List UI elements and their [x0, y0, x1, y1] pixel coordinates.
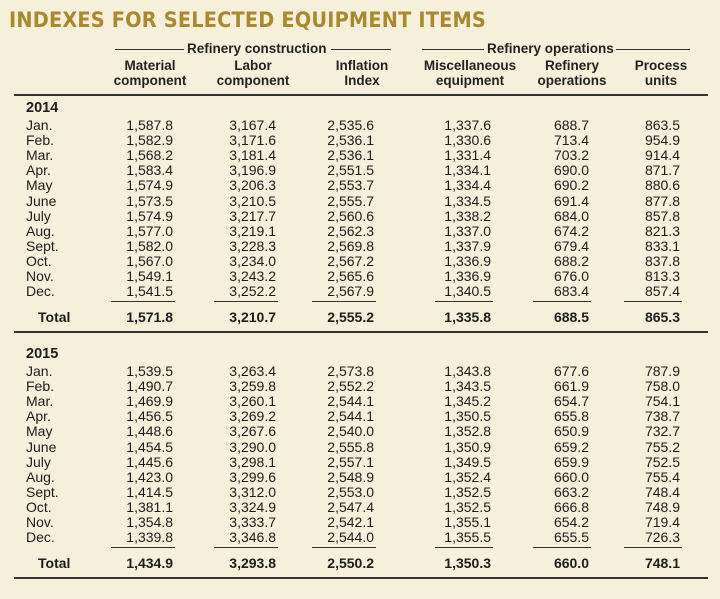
table-cell: 3,324.9: [229, 498, 276, 515]
month-label: Apr.: [26, 408, 51, 425]
total-row: [0, 555, 720, 571]
table-cell: 3,263.4: [229, 363, 276, 379]
table-cell: 690.2: [553, 177, 589, 194]
table-cell: 3,206.3: [229, 177, 276, 194]
table-cell: 871.7: [644, 162, 680, 179]
table-row: [0, 455, 720, 470]
table-cell: 719.4: [644, 514, 680, 530]
table-cell: 3,171.6: [229, 132, 276, 149]
table-cell: 1,345.2: [444, 393, 491, 410]
table-row: [0, 148, 720, 163]
total-label: Total: [38, 309, 71, 326]
table-cell: 3,267.6: [229, 423, 276, 440]
table-cell: 752.5: [644, 453, 680, 470]
group-label-construction: Refinery construction: [187, 41, 327, 56]
table-cell: 1,574.9: [126, 177, 173, 194]
table-row: [0, 254, 720, 269]
table-cell: 2,565.6: [327, 268, 374, 284]
month-label: Dec.: [26, 283, 55, 300]
table-cell: 690.0: [553, 162, 589, 179]
section-year: 2015: [26, 346, 59, 362]
table-cell: 1,541.5: [126, 283, 173, 300]
table-row: [0, 194, 720, 209]
table-cell: 661.9: [553, 378, 589, 395]
table-cell: 1,355.5: [444, 529, 491, 546]
table-cell: 755.2: [644, 438, 680, 455]
table-cell: 1,448.6: [126, 423, 173, 440]
table-cell: 2,553.7: [327, 177, 374, 194]
total-cell: 660.0: [553, 555, 589, 572]
table-cell: 1,350.5: [444, 408, 491, 425]
table-cell: 2,557.1: [327, 453, 374, 470]
month-label: Nov.: [26, 514, 54, 530]
table-cell: 1,568.2: [126, 147, 173, 164]
table-cell: 1,334.1: [444, 162, 491, 179]
total-rule: [435, 547, 493, 548]
table-row: [0, 284, 720, 299]
table-cell: 684.0: [553, 207, 589, 224]
section-rule: [14, 331, 708, 333]
table-cell: 683.4: [553, 283, 589, 300]
table-cell: 3,346.8: [229, 529, 276, 546]
table-cell: 954.9: [644, 132, 680, 149]
table-cell: 1,355.1: [444, 514, 491, 530]
table-cell: 3,210.5: [229, 192, 276, 209]
month-label: Feb.: [26, 132, 55, 149]
table-row: [0, 440, 720, 455]
total-cell: 1,350.3: [444, 555, 491, 572]
table-cell: 1,337.9: [444, 237, 491, 254]
month-label: Oct.: [26, 498, 52, 515]
table-cell: 1,583.4: [126, 162, 173, 179]
table-cell: 2,548.9: [327, 468, 374, 485]
column-header-labor: Labor component: [216, 58, 290, 88]
table-cell: 676.0: [553, 268, 589, 284]
table-row: [0, 394, 720, 409]
table-cell: 2,551.5: [327, 162, 374, 179]
total-rule: [533, 547, 591, 548]
table-cell: 1,352.5: [444, 498, 491, 515]
table-cell: 755.4: [644, 468, 680, 485]
total-cell: 748.1: [644, 555, 680, 572]
table-cell: 732.7: [644, 423, 680, 440]
table-cell: 1,445.6: [126, 453, 173, 470]
table-row: [0, 424, 720, 439]
table-cell: 748.9: [644, 498, 680, 515]
table-cell: 1,582.9: [126, 132, 173, 149]
table-cell: 748.4: [644, 483, 680, 500]
table-cell: 1,334.4: [444, 177, 491, 194]
table-cell: 1,549.1: [126, 268, 173, 284]
month-label: Aug.: [26, 468, 55, 485]
column-header-misc: Miscellaneous equipment: [423, 58, 517, 88]
table-cell: 1,337.6: [444, 117, 491, 133]
group-label-operations: Refinery operations: [487, 41, 614, 56]
table-cell: 3,181.4: [229, 147, 276, 164]
table-cell: 1,343.5: [444, 378, 491, 395]
month-label: June: [26, 192, 57, 209]
table-cell: 3,234.0: [229, 252, 276, 269]
column-header-refinery-ops: Refinery operations: [537, 58, 607, 88]
table-cell: 660.0: [553, 468, 589, 485]
table-row: [0, 379, 720, 394]
table-cell: 713.4: [553, 132, 589, 149]
total-cell: 1,571.8: [126, 309, 173, 326]
total-cell: 3,293.8: [229, 555, 276, 572]
table-cell: 2,555.7: [327, 192, 374, 209]
table-title: INDEXES FOR SELECTED EQUIPMENT ITEMS: [9, 8, 486, 32]
table-row: [0, 178, 720, 193]
table-cell: 1,354.8: [126, 514, 173, 530]
table-row: [0, 269, 720, 284]
table-cell: 674.2: [553, 222, 589, 239]
table-cell: 1,539.5: [126, 363, 173, 379]
total-cell: 1,434.9: [126, 555, 173, 572]
total-rule: [214, 547, 278, 548]
month-label: Dec.: [26, 529, 55, 546]
table-cell: 3,290.0: [229, 438, 276, 455]
table-cell: 2,540.0: [327, 423, 374, 440]
month-label: Apr.: [26, 162, 51, 179]
table-row: [0, 133, 720, 148]
table-cell: 1,577.0: [126, 222, 173, 239]
total-rule: [624, 301, 682, 302]
table-cell: 3,333.7: [229, 514, 276, 530]
month-label: Mar.: [26, 393, 54, 410]
month-label: May: [26, 177, 53, 194]
table-cell: 833.1: [644, 237, 680, 254]
table-row: [0, 118, 720, 133]
table-cell: 2,535.6: [327, 117, 374, 133]
total-rule: [214, 301, 278, 302]
table-cell: 659.9: [553, 453, 589, 470]
table-cell: 3,260.1: [229, 393, 276, 410]
table-row: [0, 485, 720, 500]
column-header-process: Process units: [634, 58, 688, 88]
table-cell: 1,381.1: [126, 498, 173, 515]
table-row: [0, 500, 720, 515]
table-cell: 650.9: [553, 423, 589, 440]
table-cell: 3,299.6: [229, 468, 276, 485]
group-header-construction: [115, 42, 391, 56]
section-rule: [14, 577, 708, 579]
total-label: Total: [38, 555, 71, 572]
month-label: July: [26, 207, 51, 224]
table-cell: 1,339.8: [126, 529, 173, 546]
table-cell: 1,340.5: [444, 283, 491, 300]
table-cell: 2,547.4: [327, 498, 374, 515]
table-cell: 3,228.3: [229, 237, 276, 254]
table-cell: 3,259.8: [229, 378, 276, 395]
table-row: [0, 515, 720, 530]
month-label: Jan.: [26, 117, 53, 133]
table-cell: 1,343.8: [444, 363, 491, 379]
total-rule: [435, 301, 493, 302]
column-header-inflation: Inflation Index: [335, 58, 389, 88]
total-cell: 2,555.2: [327, 309, 374, 326]
column-header-material: Material component: [113, 58, 187, 88]
table-cell: 914.4: [644, 147, 680, 164]
table-cell: 1,456.5: [126, 408, 173, 425]
table-cell: 1,338.2: [444, 207, 491, 224]
table-cell: 703.2: [553, 147, 589, 164]
table-cell: 2,569.8: [327, 237, 374, 254]
table-cell: 2,536.1: [327, 147, 374, 164]
table-cell: 2,544.1: [327, 408, 374, 425]
total-cell: 865.3: [644, 309, 680, 326]
table-cell: 2,573.8: [327, 363, 374, 379]
table-cell: 1,573.5: [126, 192, 173, 209]
total-cell: 2,550.2: [327, 555, 374, 572]
month-label: Oct.: [26, 252, 52, 269]
table-cell: 1,587.8: [126, 117, 173, 133]
table-row: [0, 530, 720, 545]
table-cell: 863.5: [644, 117, 680, 133]
table-cell: 754.1: [644, 393, 680, 410]
table-row: [0, 163, 720, 178]
table-cell: 3,219.1: [229, 222, 276, 239]
table-cell: 666.8: [553, 498, 589, 515]
table-cell: 659.2: [553, 438, 589, 455]
total-cell: 1,335.8: [444, 309, 491, 326]
table-cell: 663.2: [553, 483, 589, 500]
table-cell: 880.6: [644, 177, 680, 194]
table-cell: 688.7: [553, 117, 589, 133]
table-cell: 2,553.0: [327, 483, 374, 500]
table-cell: 813.3: [644, 268, 680, 284]
table-cell: 3,167.4: [229, 117, 276, 133]
table-cell: 3,196.9: [229, 162, 276, 179]
table-cell: 738.7: [644, 408, 680, 425]
table-cell: 1,331.4: [444, 147, 491, 164]
table-cell: 1,352.8: [444, 423, 491, 440]
month-label: May: [26, 423, 53, 440]
table-cell: 2,536.1: [327, 132, 374, 149]
table-cell: 2,555.8: [327, 438, 374, 455]
table-row: [0, 364, 720, 379]
table-cell: 1,574.9: [126, 207, 173, 224]
table-cell: 821.3: [644, 222, 680, 239]
table-cell: 837.8: [644, 252, 680, 269]
total-rule: [111, 301, 175, 302]
table-cell: 1,334.5: [444, 192, 491, 209]
table-row: [0, 209, 720, 224]
month-label: Mar.: [26, 147, 54, 164]
total-cell: 688.5: [553, 309, 589, 326]
table-cell: 726.3: [644, 529, 680, 546]
table-cell: 677.6: [553, 363, 589, 379]
total-rule: [111, 547, 175, 548]
table-cell: 1,423.0: [126, 468, 173, 485]
table-cell: 655.5: [553, 529, 589, 546]
total-rule: [533, 301, 591, 302]
table-cell: 679.4: [553, 237, 589, 254]
section-year: 2014: [26, 100, 59, 116]
table-cell: 787.9: [644, 363, 680, 379]
table-cell: 2,567.2: [327, 252, 374, 269]
header-rule: [14, 94, 708, 96]
table-cell: 1,337.0: [444, 222, 491, 239]
table-cell: 1,469.9: [126, 393, 173, 410]
table-cell: 691.4: [553, 192, 589, 209]
table-cell: 2,552.2: [327, 378, 374, 395]
total-rule: [312, 301, 376, 302]
table-cell: 3,252.2: [229, 283, 276, 300]
month-label: Feb.: [26, 378, 55, 395]
table-cell: 654.2: [553, 514, 589, 530]
month-label: Jan.: [26, 363, 53, 379]
total-cell: 3,210.7: [229, 309, 276, 326]
table-cell: 3,312.0: [229, 483, 276, 500]
table-cell: 2,562.3: [327, 222, 374, 239]
table-cell: 1,582.0: [126, 237, 173, 254]
group-header-operations: [422, 42, 690, 56]
table-cell: 2,567.9: [327, 283, 374, 300]
table-cell: 655.8: [553, 408, 589, 425]
table-row: [0, 224, 720, 239]
table-cell: 2,560.6: [327, 207, 374, 224]
table-cell: 857.8: [644, 207, 680, 224]
table-row: [0, 470, 720, 485]
table-cell: 1,490.7: [126, 378, 173, 395]
table-cell: 3,243.2: [229, 268, 276, 284]
table-cell: 1,336.9: [444, 252, 491, 269]
table-cell: 654.7: [553, 393, 589, 410]
month-label: Sept.: [26, 237, 59, 254]
month-label: June: [26, 438, 57, 455]
table-cell: 758.0: [644, 378, 680, 395]
table-cell: 1,350.9: [444, 438, 491, 455]
month-label: Aug.: [26, 222, 55, 239]
table-cell: 1,336.9: [444, 268, 491, 284]
table-cell: 3,269.2: [229, 408, 276, 425]
table-cell: 1,414.5: [126, 483, 173, 500]
table-cell: 1,454.5: [126, 438, 173, 455]
month-label: July: [26, 453, 51, 470]
month-label: Nov.: [26, 268, 54, 284]
table-cell: 3,298.1: [229, 453, 276, 470]
table-row: [0, 239, 720, 254]
total-row: [0, 309, 720, 325]
table-cell: 1,349.5: [444, 453, 491, 470]
table-cell: 2,544.0: [327, 529, 374, 546]
table-cell: 1,567.0: [126, 252, 173, 269]
month-label: Sept.: [26, 483, 59, 500]
table-cell: 877.8: [644, 192, 680, 209]
table-cell: 3,217.7: [229, 207, 276, 224]
table-cell: 688.2: [553, 252, 589, 269]
table-row: [0, 409, 720, 424]
table-cell: 1,352.4: [444, 468, 491, 485]
total-rule: [624, 547, 682, 548]
total-rule: [312, 547, 376, 548]
table-cell: 857.4: [644, 283, 680, 300]
table-cell: 1,330.6: [444, 132, 491, 149]
table-cell: 2,542.1: [327, 514, 374, 530]
table-cell: 1,352.5: [444, 483, 491, 500]
table-cell: 2,544.1: [327, 393, 374, 410]
